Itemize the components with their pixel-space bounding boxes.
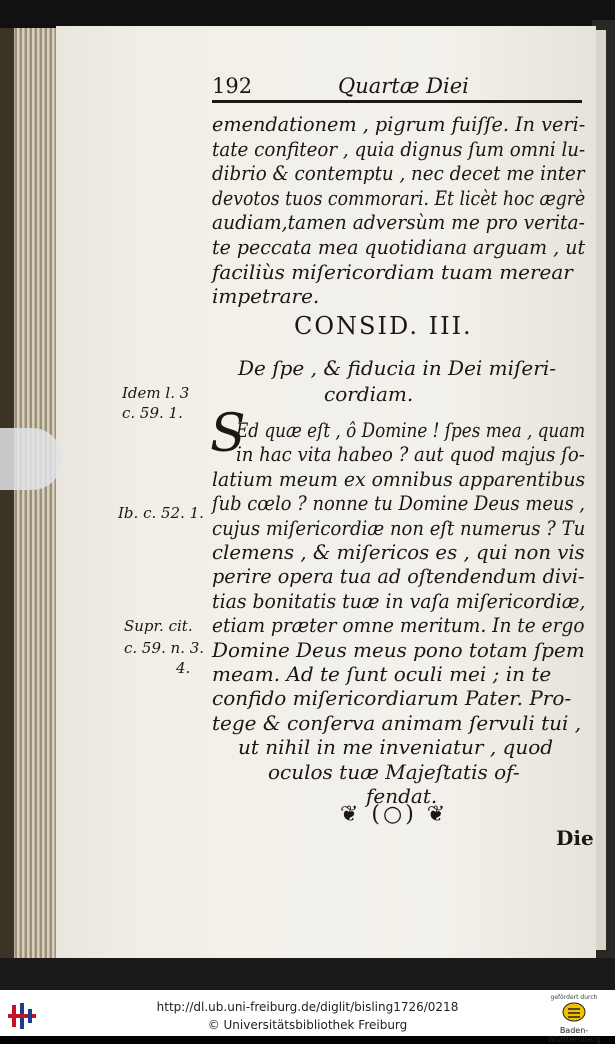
bottom-band — [0, 958, 615, 990]
margin-note: c. 59. n. 3. — [124, 639, 205, 657]
text-line: tege & conſerva animam ſervuli tui , — [212, 710, 582, 735]
bookmark-clip — [0, 428, 62, 490]
running-title: Quartæ Diei — [338, 74, 469, 98]
text-line: dibrio & contemptu , nec decet me inter — [212, 161, 585, 186]
text-line: cujus miſericordiæ non eſt numerus ? Tu — [212, 515, 586, 540]
header-rule — [212, 100, 582, 103]
book-spine-shadow — [0, 28, 14, 958]
text-line: etiam præter omne meritum. In te ergo — [212, 613, 585, 638]
subheading-line-1: De ſpe , & fiducia in Dei miſeri- — [238, 356, 556, 380]
text-line: meam. Ad te ſunt oculi mei ; in te — [212, 662, 552, 686]
page-number: 192 — [212, 74, 253, 98]
text-line: fendat. — [366, 784, 438, 808]
text-line: clemens , & miſericos es , qui non vis — [212, 540, 585, 564]
margin-note: Supr. cit. — [124, 617, 193, 635]
text-line: in hac vita habeo ? aut quod majus ſo- — [236, 442, 585, 467]
text-line: confido miſericordiarum Pater. Pro- — [212, 686, 572, 711]
text-line: oculos tuæ Majeſtatis of- — [268, 759, 520, 784]
text-line: ſub cœlo ? nonne tu Domine Deus meus , — [212, 491, 585, 516]
text-line: Ed quæ eſt , ô Domine ! ſpes mea , quam — [236, 418, 586, 442]
text-line: audiam,tamen adversùm me pro verita- — [212, 210, 585, 235]
section-heading: CONSID. III. — [294, 312, 473, 340]
margin-note: c. 59. 1. — [122, 404, 183, 422]
sponsor-name: Baden-Württemberg — [547, 1026, 601, 1044]
text-line: ut nihil in me inveniatur , quod — [238, 735, 554, 760]
margin-note: Ib. c. 52. 1. — [118, 504, 204, 522]
text-line: tias bonitatis tuæ in vaſa miſericordiæ, — [212, 588, 586, 613]
text-line: faciliùs miſericordiam tuam merear — [212, 259, 573, 284]
text-line: devotos tuos commorari. Et licèt hoc ægrè — [212, 185, 586, 210]
text-line: latium meum ex omnibus apparentibus — [212, 466, 586, 491]
margin-note: Idem l. 3 — [122, 384, 190, 402]
sponsor-caption: gefördert durch — [550, 994, 598, 1001]
subheading-line-2: cordiam. — [324, 382, 414, 406]
footer-copyright: © Universitätsbibliothek Freiburg — [207, 1018, 408, 1032]
text-line: emendationem , pigrum fuiſſe. In veri- — [212, 112, 586, 136]
text-line: impetrare. — [212, 284, 320, 309]
text-line: te peccata mea quotidiana arguam , ut — [212, 235, 586, 259]
drop-cap: S — [210, 404, 246, 464]
text-line: perire opera tua ad oſtendendum divi- — [212, 564, 585, 589]
footer-url-link[interactable]: http://dl.ub.uni-freiburg.de/diglit/bisling1726/0218 — [156, 1000, 459, 1014]
ornament: ❦ (○) ❦ — [340, 802, 449, 827]
catchword: Die — [556, 826, 594, 850]
text-line: tate confiteor , quia dignus ſum omni lu- — [212, 136, 586, 161]
text-line: Domine Deus meus pono totam ſpem — [212, 637, 585, 662]
right-page-edge — [596, 30, 606, 950]
margin-note: 4. — [176, 659, 191, 677]
